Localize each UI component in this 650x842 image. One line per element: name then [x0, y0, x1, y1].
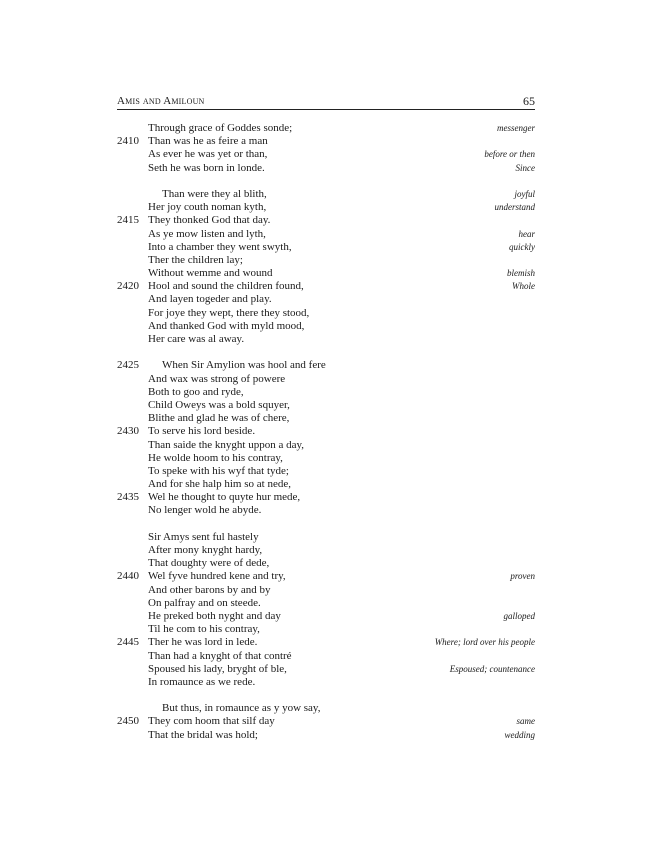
verse-text: And layen togeder and play. [148, 293, 272, 306]
verse-text: Than saide the knyght uppon a day, [148, 438, 304, 451]
verse-line [0, 228, 650, 241]
verse-text: That the bridal was hold; [148, 728, 258, 741]
marginal-gloss: Espoused; countenance [449, 663, 535, 674]
verse-text: And for she halp him so at nede, [148, 478, 291, 491]
verse-text: Her joy couth noman kyth, [148, 201, 267, 214]
marginal-gloss: same [516, 716, 535, 727]
verse-text: Spoused his lady, bryght of ble, [148, 662, 287, 675]
verse-text: Into a chamber they went swyth, [148, 240, 292, 253]
verse-text: Hool and sound the children found, [148, 280, 304, 293]
marginal-gloss: galloped [503, 610, 535, 621]
verse-text: Than had a knyght of that contré [148, 649, 292, 662]
verse-line [0, 504, 650, 517]
verse-line [0, 584, 650, 597]
line-number: 2420 [117, 280, 139, 293]
verse-line [0, 715, 650, 728]
verse-line [0, 650, 650, 663]
page-number: 65 [523, 94, 535, 108]
line-number: 2445 [117, 636, 139, 649]
stanza-break [0, 518, 650, 531]
verse-line [0, 702, 650, 715]
verse-line [0, 254, 650, 267]
verse-text: Ther the children lay; [148, 253, 243, 266]
verse-line [0, 557, 650, 570]
page-header [117, 95, 535, 110]
verse-line [0, 597, 650, 610]
line-number: 2430 [117, 425, 139, 438]
marginal-gloss: Whole [512, 281, 535, 292]
verse-text: Wel he thought to quyte hur mede, [148, 491, 301, 504]
marginal-gloss: hear [518, 228, 535, 239]
verse-text: Sir Amys sent ful hastely [148, 530, 259, 543]
verse-text: He preked both nyght and day [148, 609, 281, 622]
marginal-gloss: joyful [514, 188, 535, 199]
stanza-break [0, 689, 650, 702]
line-number: 2450 [117, 715, 139, 728]
verse-line [0, 570, 650, 583]
verse-line [0, 320, 650, 333]
verse-text: And wax was strong of powere [148, 372, 286, 385]
verse-text: He wolde hoom to his contray, [148, 451, 283, 464]
verse-line [0, 465, 650, 478]
verse-text: As ever he was yet or than, [148, 148, 268, 161]
verse-text: That doughty were of dede, [148, 557, 270, 570]
verse-line [0, 280, 650, 293]
verse-text: Child Oweys was a bold squyer, [148, 398, 290, 411]
verse-line [0, 412, 650, 425]
verse-text: But thus, in romaunce as y yow say, [162, 702, 321, 715]
marginal-gloss: messenger [497, 123, 535, 133]
poem-body [0, 122, 650, 742]
verse-line [0, 188, 650, 201]
marginal-gloss: quickly [509, 241, 535, 252]
verse-text: On palfray and on steede. [148, 596, 261, 609]
verse-line [0, 241, 650, 254]
verse-line [0, 214, 650, 227]
verse-text: Through grace of Goddes sonde; [148, 122, 293, 134]
verse-line [0, 544, 650, 557]
verse-line [0, 531, 650, 544]
verse-line [0, 478, 650, 491]
verse-line [0, 663, 650, 676]
verse-text: In romaunce as we rede. [148, 675, 256, 688]
verse-text: After mony knyght hardy, [148, 544, 263, 556]
verse-line [0, 267, 650, 280]
verse-text: Without wemme and wound [148, 267, 273, 280]
verse-line [0, 307, 650, 320]
verse-text: They com hoom that silf day [148, 715, 275, 728]
verse-text: And other barons by and by [148, 583, 271, 596]
verse-line [0, 425, 650, 438]
verse-line [0, 636, 650, 649]
verse-text: They thonked God that day. [148, 214, 271, 227]
verse-text: Til he com to his contray, [148, 623, 260, 636]
line-number: 2440 [117, 570, 139, 583]
line-number: 2410 [117, 135, 139, 148]
verse-line [0, 439, 650, 452]
verse-line [0, 333, 650, 346]
verse-text: No lenger wold he abyde. [148, 504, 262, 517]
line-number: 2435 [117, 491, 139, 504]
verse-line [0, 676, 650, 689]
marginal-gloss: understand [494, 202, 535, 213]
running-title: Amis and Amiloun [117, 95, 205, 107]
verse-line [0, 610, 650, 623]
verse-text: When Sir Amylion was hool and fere [162, 359, 326, 372]
verse-line [0, 201, 650, 214]
verse-line [0, 293, 650, 306]
verse-text: Than were they al blith, [162, 187, 267, 200]
line-number: 2415 [117, 214, 139, 227]
verse-text: Than was he as feire a man [148, 135, 268, 148]
line-number: 2425 [117, 359, 139, 372]
marginal-gloss: Where; lord over his people [434, 637, 535, 648]
verse-line [0, 373, 650, 386]
stanza-break [0, 175, 650, 188]
verse-line [0, 729, 650, 742]
stanza-break [0, 346, 650, 359]
marginal-gloss: wedding [504, 729, 535, 740]
verse-text: To speke with his wyf that tyde; [148, 464, 289, 477]
verse-line [0, 399, 650, 412]
marginal-gloss: Since [515, 162, 535, 173]
marginal-gloss: blemish [507, 268, 535, 279]
verse-line [0, 623, 650, 636]
verse-text: And thanked God with myld mood, [148, 319, 305, 332]
verse-text: Seth he was born in londe. [148, 161, 265, 174]
verse-text: Ther he was lord in lede. [148, 636, 258, 649]
verse-line [0, 386, 650, 399]
verse-line [0, 359, 650, 372]
marginal-gloss: proven [510, 571, 535, 582]
verse-line [0, 135, 650, 148]
verse-line [0, 491, 650, 504]
verse-text: As ye mow listen and lyth, [148, 227, 266, 240]
marginal-gloss: before or then [484, 149, 535, 160]
verse-text: Wel fyve hundred kene and try, [148, 570, 286, 583]
verse-line [0, 148, 650, 161]
verse-text: Her care was al away. [148, 333, 245, 345]
verse-line [0, 162, 650, 175]
verse-text: Both to goo and ryde, [148, 385, 244, 398]
verse-text: To serve his lord beside. [148, 425, 256, 438]
verse-line [0, 452, 650, 465]
verse-text: Blithe and glad he was of chere, [148, 412, 290, 425]
verse-line [0, 122, 650, 135]
verse-text: For joye they wept, there they stood, [148, 306, 310, 319]
